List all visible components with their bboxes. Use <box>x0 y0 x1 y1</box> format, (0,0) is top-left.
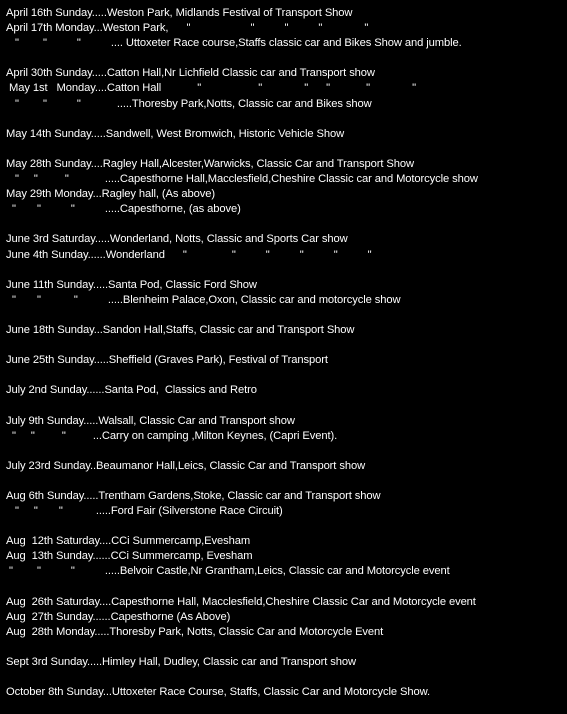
event-line: October 8th Sunday...Uttoxeter Race Course, Staffs, Classic Car and Motorcycle Show. <box>6 686 430 699</box>
blank-line <box>6 444 567 459</box>
blank-line <box>6 51 567 66</box>
blank-line <box>6 217 567 232</box>
event-line: Aug 6th Sunday.....Trentham Gardens,Stoke, Classic car and Transport show <box>6 490 381 502</box>
event-line: July 23rd Sunday..Beaumanor Hall,Leics, Classic Car and Transport show <box>6 459 366 472</box>
event-line: April 16th Sunday.....Weston Park, Midlands Festival of Transport Show <box>6 7 353 19</box>
event-line: June 3rd Saturday.....Wonderland, Notts, Classic and Sports Car show <box>6 233 348 246</box>
blank-line <box>6 338 567 353</box>
blank-line <box>6 519 567 534</box>
event-line: June 25th Sunday.....Sheffield (Graves Park), Festival of Transport <box>6 354 328 367</box>
event-line: " " " ...Carry on camping ,Milton Keynes, (Capri Event). <box>6 429 338 442</box>
event-line: " " " .....Belvoir Castle,Nr Grantham,Leics, Classic car and Motorcycle event <box>6 565 450 578</box>
blank-line <box>6 640 567 655</box>
event-line: April 17th Monday...Weston Park, " " " " " <box>6 22 369 35</box>
event-line: April 30th Sunday.....Catton Hall,Nr Lichfield Classic car and Transport show <box>6 67 375 80</box>
event-line: " " " .....Capesthorne Hall,Macclesfield,Cheshire Classic car and Motorcycle show <box>6 173 478 186</box>
blank-line <box>6 580 567 595</box>
event-line: June 11th Sunday.....Santa Pod, Classic Ford Show <box>6 278 257 291</box>
event-line: " " " .....Thoresby Park,Notts, Classic car and Bikes show <box>6 97 372 110</box>
event-line: " " " .... Uttoxeter Race course,Staffs classic car and Bikes Show and jumble. <box>6 37 462 50</box>
event-line: " " " .....Blenheim Palace,Oxon, Classic car and motorcycle show <box>6 293 401 306</box>
blank-line <box>6 474 567 489</box>
event-line: Sept 3rd Sunday.....Himley Hall, Dudley, Classic car and Transport show <box>6 656 357 669</box>
blank-line <box>6 142 567 157</box>
event-line: May 1st Monday....Catton Hall " " " " " " <box>6 82 417 95</box>
event-line: " " " .....Capesthorne, (as above) <box>6 203 241 216</box>
blank-line <box>6 670 567 685</box>
blank-line <box>6 308 567 323</box>
event-line: " " " .....Ford Fair (Silverstone Race Circuit) <box>6 505 283 518</box>
event-line: May 28th Sunday....Ragley Hall,Alcester,Warwicks, Classic Car and Transport Show <box>6 157 414 170</box>
event-line: May 29th Monday...Ragley hall, (As above) <box>6 188 215 201</box>
blank-line <box>6 398 567 413</box>
blank-line <box>6 112 567 127</box>
event-line: Aug 27th Sunday......Capesthorne (As Above) <box>6 610 231 623</box>
event-line: June 18th Sunday...Sandon Hall,Staffs, Classic car and Transport Show <box>6 323 355 336</box>
event-line: Aug 28th Monday.....Thoresby Park, Notts, Classic Car and Motorcycle Event <box>6 625 384 638</box>
event-line: July 2nd Sunday......Santa Pod, Classics and Retro <box>6 384 257 397</box>
event-line: Aug 12th Saturday....CCi Summercamp,Evesham <box>6 535 251 548</box>
blank-line <box>6 263 567 278</box>
event-line: Aug 26th Saturday....Capesthorne Hall, Macclesfield,Cheshire Classic Car and Motorcycle event <box>6 595 476 608</box>
event-listing <box>6 6 567 700</box>
event-line: May 14th Sunday.....Sandwell, West Bromwich, Historic Vehicle Show <box>6 127 345 140</box>
blank-line <box>6 368 567 383</box>
event-line: June 4th Sunday......Wonderland " " " " " " <box>6 248 372 261</box>
event-line: July 9th Sunday.....Walsall, Classic Car and Transport show <box>6 414 295 427</box>
event-line: Aug 13th Sunday......CCi Summercamp, Evesham <box>6 550 253 563</box>
